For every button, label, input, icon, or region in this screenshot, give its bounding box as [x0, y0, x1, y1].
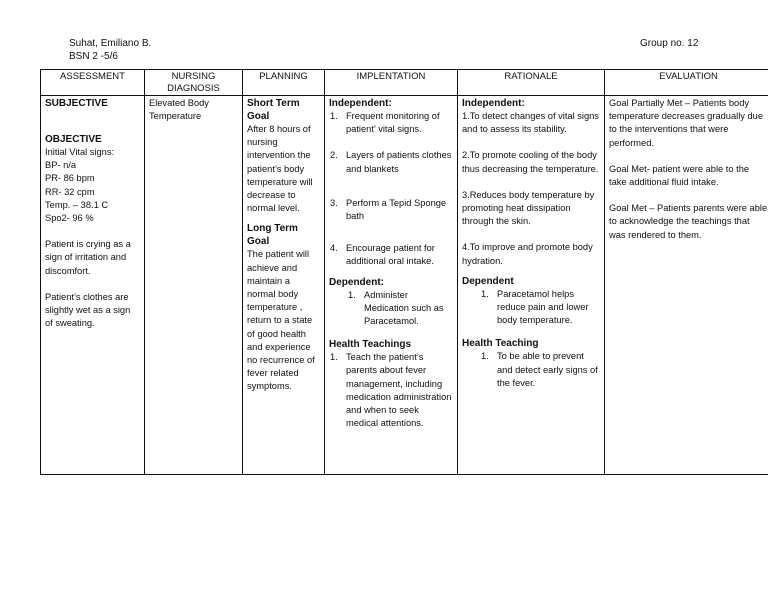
student-section: BSN 2 -5/6 — [69, 51, 118, 62]
long-term-goal-heading: Long Term Goal — [247, 223, 298, 248]
list-item: 1. Administer Medication such as Paracetamol. — [348, 289, 444, 327]
objective-heading: OBJECTIVE — [45, 134, 102, 145]
implementation-independent-heading: Independent: — [329, 98, 392, 109]
implementation-teaching-heading: Health Teachings — [329, 339, 412, 351]
vital-spo2: Spo2- 96 % — [45, 213, 94, 224]
planning-cell — [243, 96, 325, 475]
student-name: Suhat, Emiliano B. — [69, 38, 152, 49]
short-term-goal-text: After 8 hours of nursing intervention the patient’s body temperature will decrease to normal level. — [247, 124, 313, 214]
nursing-diagnosis: Elevated Body Temperature — [149, 98, 209, 122]
evaluation-item: Goal Met- patient were able to the take additional fluid intake. — [609, 163, 750, 188]
list-item: 1. Paracetamol helps reduce pain and lower body temperature. — [481, 288, 589, 326]
rationale-item: 3.Reduces body temperature by promoting heat dissipation through the skin. — [462, 189, 595, 227]
diagnosis-cell — [145, 96, 243, 475]
subjective-heading: SUBJECTIVE — [45, 98, 108, 109]
rationale-item: 1.To detect changes of vital signs and to assess its stability. — [462, 111, 599, 135]
rationale-cell — [458, 96, 605, 475]
list-item: 2. Layers of patients clothes and blankets — [330, 150, 452, 174]
nursing-care-plan-table — [40, 69, 768, 475]
evaluation-cell — [605, 96, 768, 475]
implementation-cell — [325, 96, 458, 475]
evaluation-item: Goal Partially Met – Patients body temperature decreases gradually due to the interventions that were performed. — [609, 98, 764, 148]
rationale-item: 2.To promote cooling of the body thus decreasing the temperature. — [462, 150, 599, 174]
long-term-goal-text: The patient will achieve and maintain a normal body temperature , return to a state of good health and experience no recurrence of fever related symptoms. — [247, 249, 315, 392]
column-header-planning: PLANNING — [243, 70, 325, 96]
rationale-independent-heading: Independent: — [462, 98, 525, 109]
list-item: 1. Frequent monitoring of patient’ vital signs. — [330, 111, 440, 135]
rationale-teaching-list — [462, 350, 600, 390]
list-item: 1. Teach the patient’s parents about fever management, including medication administration and when to seek medical attentions. — [330, 352, 452, 429]
implementation-dependent-heading: Dependent: — [329, 276, 384, 288]
group-number: Group no. 12 — [640, 38, 699, 49]
column-header-rationale: RATIONALE — [458, 70, 605, 96]
table-row — [41, 96, 768, 475]
table-header-row — [41, 70, 768, 96]
assessment-note: Patient is crying as a sign of irritation and discomfort. — [45, 239, 131, 276]
implementation-independent-list — [329, 110, 453, 269]
vitals-heading: Initial Vital signs: — [45, 147, 115, 157]
implementation-teaching-list — [329, 351, 453, 430]
vital-bp: BP- n/a — [45, 160, 77, 171]
column-header-assessment: ASSESSMENT — [41, 70, 145, 96]
list-item: 4. Encourage patient for additional oral intake. — [330, 243, 435, 267]
column-header-diagnosis: NURSING DIAGNOSIS — [145, 70, 243, 96]
vital-pr: PR- 86 bpm — [45, 173, 95, 184]
list-item: 1. To be able to prevent and detect early signs of the fever. — [481, 351, 598, 388]
student-info — [69, 37, 151, 63]
rationale-teaching-heading: Health Teaching — [462, 338, 539, 350]
implementation-dependent-list — [329, 289, 453, 329]
rationale-item: 4.To improve and promote body hydration. — [462, 242, 593, 266]
rationale-dependent-list — [462, 288, 600, 328]
column-header-implementation: IMPLENTATION — [325, 70, 458, 96]
evaluation-item: Goal Met – Patients parents were able to acknowledge the teachings that was rendered to them. — [609, 203, 768, 240]
rationale-dependent-heading: Dependent — [462, 275, 514, 287]
vital-temp: Temp. – 38.1 C — [45, 199, 109, 210]
assessment-cell — [41, 96, 145, 475]
list-item: 3. Perform a Tepid Sponge bath — [330, 197, 447, 222]
vital-rr: RR- 32 cpm — [45, 186, 95, 197]
short-term-goal-heading: Short Term Goal — [247, 98, 300, 122]
column-header-evaluation: EVALUATION — [605, 70, 768, 96]
assessment-note: Patient’s clothes are slightly wet as a sign of sweating. — [45, 291, 131, 329]
